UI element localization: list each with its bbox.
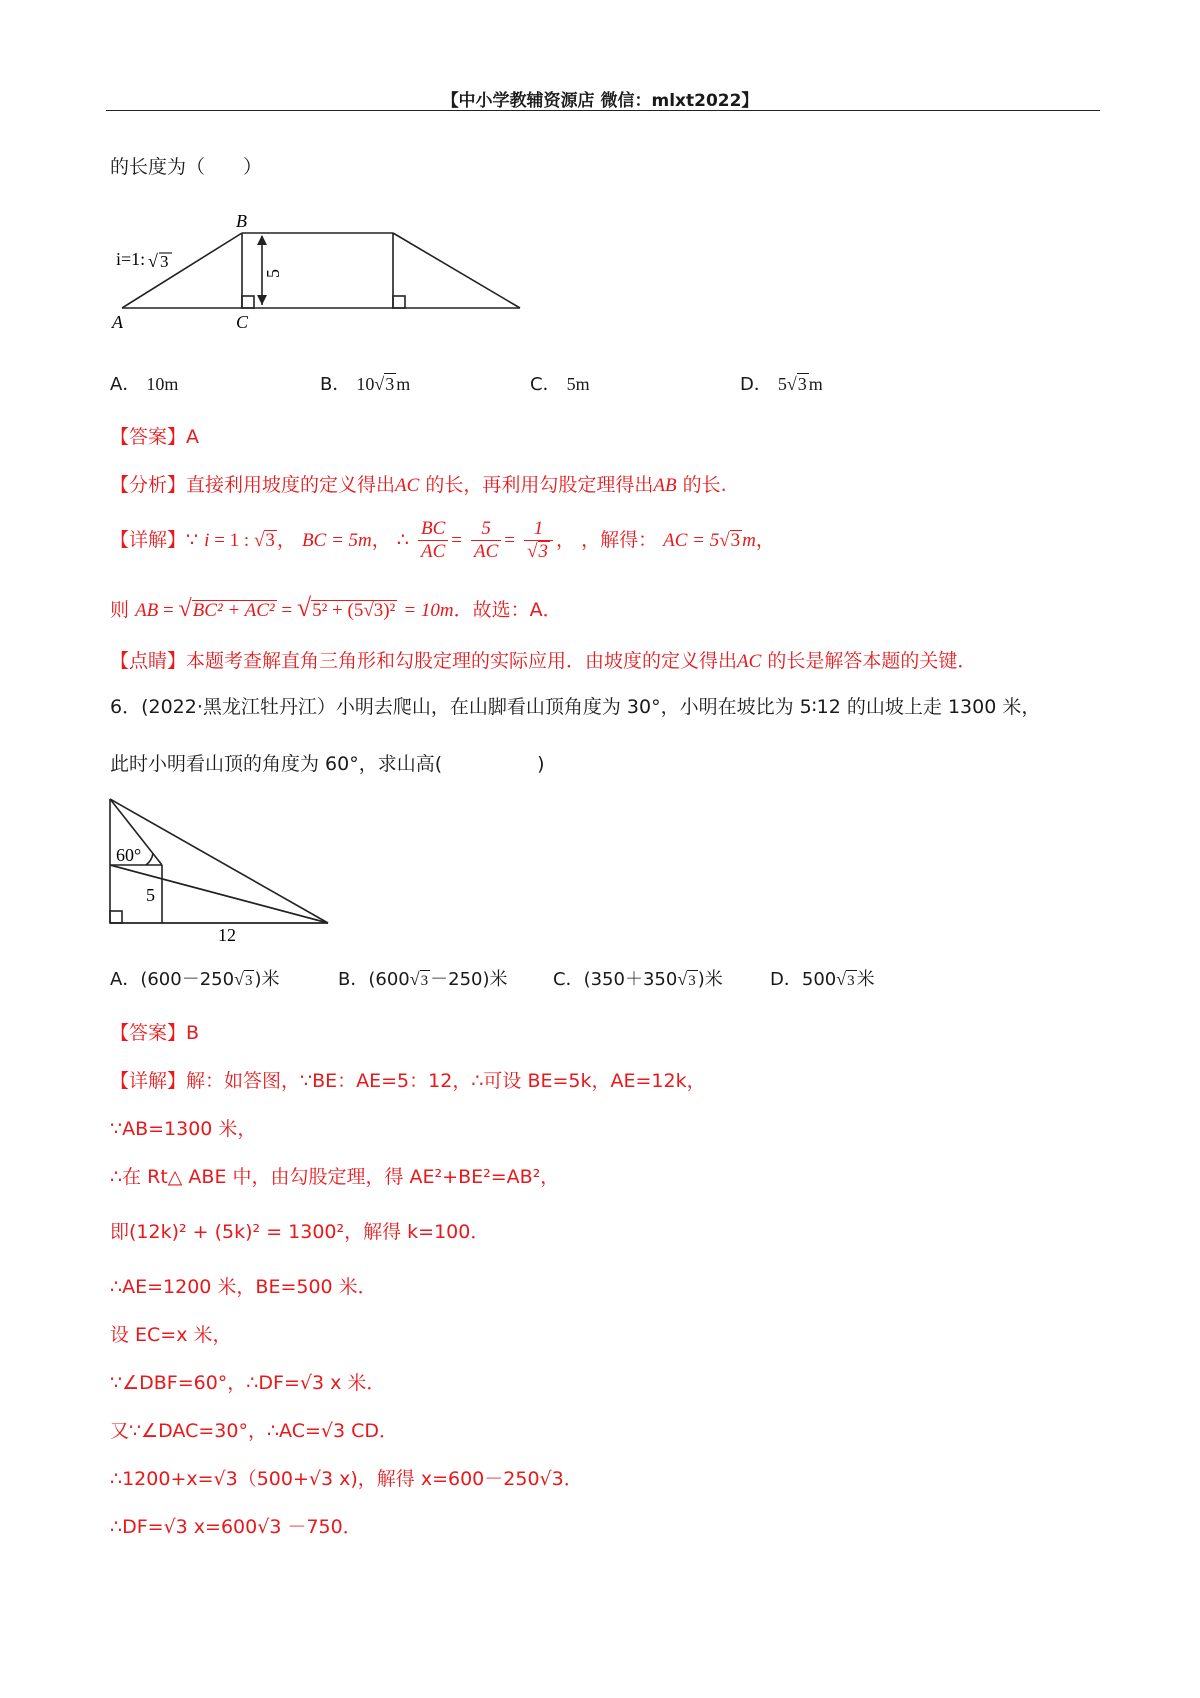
q6-answer: 【答案】B: [110, 1022, 200, 1044]
q6-mountain-figure: [106, 795, 336, 945]
q6-step-4: 即(12k)² + (5k)² = 1300²，解得 k=100．: [110, 1221, 490, 1243]
slope-radical-sign: √: [148, 251, 158, 271]
q6-step-7: ∵∠DBF=60°，∴DF=√3 x 米．: [110, 1372, 386, 1394]
header-rule: [106, 110, 1100, 111]
q6-step-3: ∴在 Rt△ ABE 中，由勾股定理，得 AE²+BE²=AB²，: [110, 1166, 560, 1188]
q5-option-a[interactable]: A． 10m: [110, 374, 179, 395]
q5-answer: 【答案】A: [110, 426, 200, 448]
q6-option-b[interactable]: B．(600√3 －250)米: [338, 969, 508, 990]
q5-analysis: 【分析】直接利用坡度的定义得出AC 的长，再利用勾股定理得出AB 的长.: [110, 474, 727, 496]
q6-option-a[interactable]: A．(600－250√3 )米: [110, 969, 280, 990]
q5-option-d[interactable]: D． 5√3 m: [740, 374, 823, 395]
label-a: A: [112, 312, 123, 330]
q5-detail: 【详解】∵ i = 1 : √3 ， BC = 5m， ∴ $\frac{BC}{AC}$ = $\frac{5}{AC}$ = $\frac{1}{√3}$ ， ，解得： AC = 5√3 m，: [110, 518, 775, 562]
q6-step-6: 设 EC=x 米，: [110, 1324, 232, 1346]
q5-comment: 【点睛】本题考查解直角三角形和勾股定理的实际应用．由坡度的定义得出AC 的长是解答本题的关键．: [110, 650, 977, 672]
q5-detail-2: 则 AB = √BC² + AC² = √5² + (5√3)² = 10m．故选：A．: [110, 593, 562, 622]
height-label: 5: [263, 269, 283, 278]
q6-stem-line-1: 6．(2022·黑龙江牡丹江）小明去爬山，在山脚看山顶角度为 30°，小明在坡比为 5∶12 的山坡上走 1300 米，: [110, 696, 1041, 718]
q5-stem: 的长度为（ ）: [110, 156, 263, 178]
q6-step-10: ∴DF=√3 x=600√3 －750．: [110, 1516, 362, 1538]
slope-label: i=1:: [116, 249, 146, 269]
slope-root: 3: [160, 252, 169, 271]
q6-option-c[interactable]: C．(350＋350√3 )米: [553, 969, 723, 990]
page-header: 【中小学教辅资源店 微信：mlxt2022】: [441, 91, 759, 111]
q6-stem-line-2: 此时小明看山顶的角度为 60°，求山高( ): [110, 753, 545, 775]
q5-slope-figure: [110, 205, 530, 330]
angle-label: 60°: [116, 845, 142, 865]
q6-step-9: ∴1200+x=√3（500+√3 x)，解得 x=600－250√3．: [110, 1468, 583, 1490]
label-b: B: [236, 211, 247, 231]
q6-option-d[interactable]: D．500√3 米: [770, 969, 875, 990]
q6-step-8: 又∵∠DAC=30°，∴AC=√3 CD．: [110, 1420, 399, 1442]
q5-option-b[interactable]: B． 10√3 m: [320, 374, 411, 395]
q6-step-1: 【详解】解：如答图，∵BE：AE=5：12，∴可设 BE=5k，AE=12k，: [110, 1070, 706, 1092]
vertical-5-label: 5: [146, 885, 155, 905]
horizontal-12-label: 12: [218, 925, 236, 945]
q5-option-c[interactable]: C． 5m: [530, 374, 590, 395]
q6-step-2: ∵AB=1300 米，: [110, 1118, 257, 1140]
q6-step-5: ∴AE=1200 米，BE=500 米．: [110, 1276, 377, 1298]
label-c: C: [236, 312, 249, 330]
